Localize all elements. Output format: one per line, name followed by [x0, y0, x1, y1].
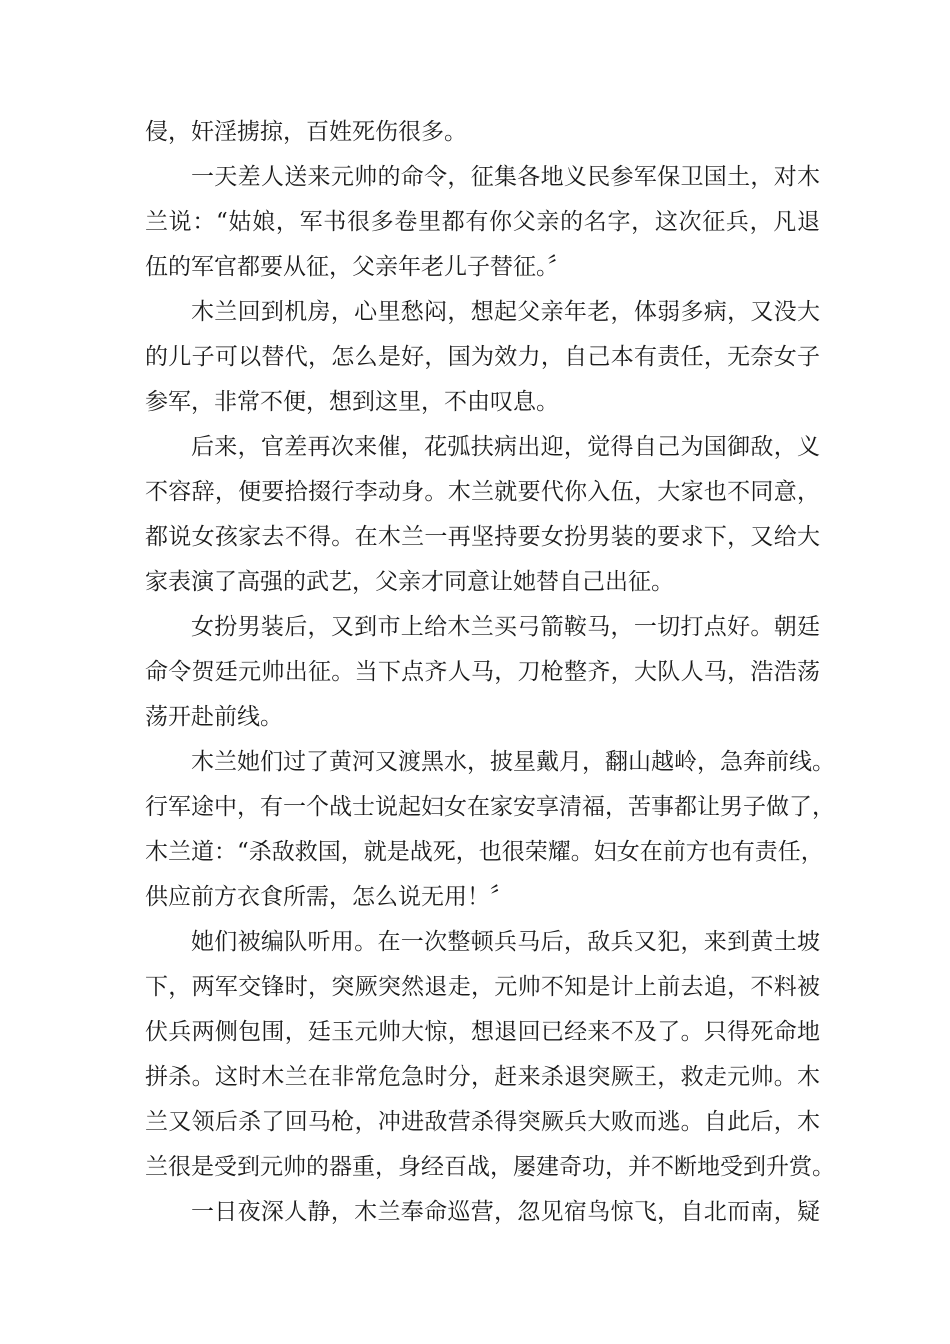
paragraph [145, 740, 835, 920]
text-line: 一日夜深人静，木兰奉命巡营，忽见宿鸟惊飞，自北而南，疑 [191, 1199, 820, 1225]
paragraph [145, 605, 820, 740]
text-line: 都说女孩家去不得。在木兰一再坚持要女扮男装的要求下，又给大 [145, 524, 820, 550]
text-line: 木兰道：“杀敌救国，就是战死，也很荣耀。妇女在前方也有责任， [145, 839, 824, 865]
text-line: 的儿子可以替代，怎么是好，国为效力，自己本有责任，无奈女子 [145, 344, 820, 370]
text-line: 荡开赴前线。 [145, 704, 283, 730]
document-page [145, 110, 835, 1235]
paragraph [145, 1190, 820, 1235]
text-line: 不容辞，便要拾掇行李动身。木兰就要代你入伍，大家也不同意， [145, 479, 820, 505]
text-line: 下，两军交锋时，突厥突然退走，元帅不知是计上前去追，不料被 [145, 974, 820, 1000]
text-line: 木兰她们过了黄河又渡黑水，披星戴月，翻山越岭，急奔前线。 [191, 749, 835, 775]
document-body [145, 110, 835, 1235]
text-line: 家表演了高强的武艺，父亲才同意让她替自己出征。 [145, 569, 674, 595]
text-line: 女扮男装后，又到市上给木兰买弓箭鞍马，一切打点好。朝廷 [191, 614, 820, 640]
text-line: 侵，奸淫掳掠，百姓死伤很多。 [145, 119, 467, 145]
text-line: 她们被编队听用。在一次整顿兵马后，敌兵又犯，来到黄土坡 [191, 929, 820, 955]
text-line: 伏兵两侧包围，廷玉元帅大惊，想退回已经来不及了。只得死命地 [145, 1019, 820, 1045]
text-line: 供应前方衣食所需，怎么说无用！〞 [145, 884, 513, 910]
paragraph [145, 155, 820, 290]
text-line: 拼杀。这时木兰在非常危急时分，赶来杀退突厥王，救走元帅。木 [145, 1064, 820, 1090]
text-line: 一天差人送来元帅的命令，征集各地义民参军保卫国土，对木 [191, 164, 820, 190]
paragraph [145, 110, 820, 155]
text-line: 命令贺廷元帅出征。当下点齐人马，刀枪整齐，大队人马，浩浩荡 [145, 659, 820, 685]
text-line: 后来，官差再次来催，花弧扶病出迎，觉得自己为国御敌，义 [191, 434, 820, 460]
paragraph [145, 425, 820, 605]
text-line: 兰又领后杀了回马枪，冲进敌营杀得突厥兵大败而逃。自此后，木 [145, 1109, 820, 1135]
paragraph [145, 290, 820, 425]
text-line: 木兰回到机房，心里愁闷，想起父亲年老，体弱多病，又没大 [191, 299, 820, 325]
text-line: 行军途中，有一个战士说起妇女在家安享清福，苦事都让男子做了， [145, 794, 835, 820]
text-line: 参军，非常不便，想到这里，不由叹息。 [145, 389, 559, 415]
text-line: 伍的军官都要从征，父亲年老儿子替征。〞 [145, 254, 571, 280]
paragraph [145, 920, 835, 1190]
text-line: 兰很是受到元帅的器重，身经百战，屡建奇功，并不断地受到升赏。 [145, 1154, 835, 1180]
text-line: 兰说：“姑娘，军书很多卷里都有你父亲的名字，这次征兵，凡退 [145, 209, 820, 235]
